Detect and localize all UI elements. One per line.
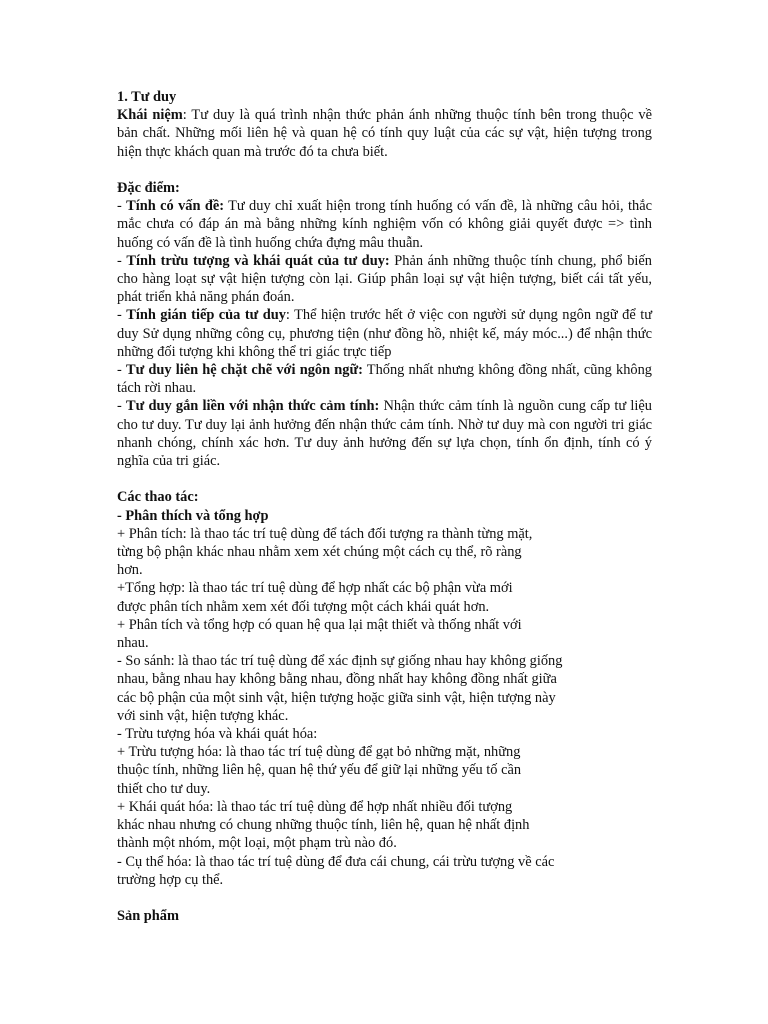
text-line: nhau, bằng nhau hay không bằng nhau, đồng nhất hay không đồng nhất giữa <box>117 671 557 688</box>
text-line: - Trừu tượng hóa và khái quát hóa: <box>117 726 318 743</box>
text-line: nhau. <box>117 635 149 652</box>
feature-text: Tư duy chỉ xuất hiện trong tính huống có vấn đề, là những câu hỏi, thắc mắc chưa có đáp án mà bằng những kính nghiệm vốn có không giải quyết được => tình huống có vấn đề là tình huống chứa đựng mâu thuẫn. <box>117 198 652 251</box>
text-line: với sinh vật, hiện tượng khác. <box>117 707 289 724</box>
text-line: thiết cho tư duy. <box>117 780 211 797</box>
text-line: từng bộ phận khác nhau nhằm xem xét chúng một cách cụ thể, rõ ràng <box>117 544 522 561</box>
products-heading: Sản phẩm <box>117 908 179 925</box>
text-line: + Phân tích và tổng hợp có quan hệ qua lại mật thiết và thống nhất với <box>117 616 522 633</box>
feature-item: - Tính gián tiếp của tư duy: Thể hiện trước hết ở việc con người sử dụng ngôn ngữ để tư duy Sử dụng những công cụ, phương tiện (như đồng hồ, nhiệt kế, máy móc...) để nhận thức những đối tượng khi không thể tri giác trực tiếp <box>117 307 653 360</box>
definition-paragraph <box>117 106 652 161</box>
text-line: - Cụ thể hóa: là thao tác trí tuệ dùng để đưa cái chung, cái trừu tượng về các <box>117 853 555 870</box>
feature-label: Tính trừu tượng và khái quát của tư duy: <box>126 252 390 269</box>
feature-item: - Tính trừu tượng và khái quát của tư duy: Phản ánh những thuộc tính chung, phổ biến cho hàng loạt sự vật hiện tượng còn lại. Giúp phân loại sự vật hiện tượng, biết cái tất yếu, phát triển khả năng phán đoán. <box>117 252 652 306</box>
text-line: các bộ phận của một sinh vật, hiện tượng hoặc giữa sinh vật, hiện tượng này <box>117 689 556 706</box>
operations-body <box>117 525 652 889</box>
feature-label: Tính gián tiếp của tư duy <box>126 307 286 324</box>
feature-text: Thống nhất nhưng không đồng nhất, cũng không tách rời nhau. <box>117 362 653 397</box>
feature-label: Tính có vấn đề: <box>126 198 224 215</box>
definition-text: : Tư duy là quá trình nhận thức phản ánh những thuộc tính bên trong thuộc về bản chất. Những mối liên hệ và quan hệ có tính quy luật của các sự vật, hiện tượng trong hiện thực khách quan mà trước đó ta chưa biết. <box>117 107 652 160</box>
spacer <box>117 889 652 907</box>
features-heading: Đặc điểm: <box>117 180 180 196</box>
spacer <box>117 161 652 179</box>
feature-label: Tư duy gắn liền với nhận thức cảm tính: <box>126 398 380 415</box>
feature-label: Tư duy liên hệ chặt chẽ với ngôn ngữ: <box>125 362 363 379</box>
text-line: trường hợp cụ thể. <box>117 871 224 888</box>
text-line: + Phân tích: là thao tác trí tuệ dùng để tách đối tượng ra thành từng mặt, <box>117 525 533 542</box>
document-page <box>117 88 652 925</box>
feature-text: Phản ánh những thuộc tính chung, phổ biến cho hàng loạt sự vật hiện tượng còn lại. Giúp phân loại sự vật hiện tượng, biết cái tất yếu, phát triển khả năng phán đoán. <box>117 252 652 306</box>
text-line: hơn. <box>117 562 143 579</box>
text-line: thuộc tính, những liên hệ, quan hệ thứ yếu để giữ lại những yếu tố cần <box>117 762 522 779</box>
text-line: +Tổng hợp: là thao tác trí tuệ dùng để hợp nhất các bộ phận vừa mới <box>117 580 513 597</box>
definition-label: Khái niệm <box>117 107 183 124</box>
feature-item: - Tư duy liên hệ chặt chẽ với ngôn ngữ: Thống nhất nhưng không đồng nhất, cũng không tách rời nhau. <box>117 362 653 397</box>
section-title: 1. Tư duy <box>117 89 177 105</box>
text-line: + Khái quát hóa: là thao tác trí tuệ dùng để hợp nhất nhiều đối tượng <box>117 798 513 815</box>
feature-text: : Thể hiện trước hết ở việc con người sử dụng ngôn ngữ để tư duy Sử dụng những công cụ, phương tiện (như đồng hồ, nhiệt kế, máy móc...) để nhận thức những đối tượng khi không thể tri giác trực tiếp <box>117 307 653 360</box>
text-line: - So sánh: là thao tác trí tuệ dùng để xác định sự giống nhau hay không giống <box>117 653 563 670</box>
text-line: thành một nhóm, một loại, một phạm trù nào đó. <box>117 835 397 852</box>
text-line: khác nhau nhưng có chung những thuộc tính, liên hệ, quan hệ nhất định <box>117 817 530 834</box>
feature-item: - Tính có vấn đề: Tư duy chỉ xuất hiện trong tính huống có vấn đề, là những câu hỏi, thắc mắc chưa có đáp án mà bằng những kính nghiệm vốn có không giải quyết được => tình huống có vấn đề là tình huống chứa đựng mâu thuẫn. <box>117 198 652 251</box>
text-line: được phân tích nhằm xem xét đối tượng một cách khái quát hơn. <box>117 598 490 615</box>
operations-heading: Các thao tác: <box>117 489 199 506</box>
operations-subheading: - Phân thích và tổng hợp <box>117 507 269 524</box>
text-line: + Trừu tượng hóa: là thao tác trí tuệ dùng để gạt bỏ những mặt, những <box>117 744 521 761</box>
feature-item: - Tư duy gắn liền với nhận thức cảm tính: Nhận thức cảm tính là nguồn cung cấp tư liệu cho tư duy. Tư duy lại ảnh hưởng đến nhận thức cảm tính. Nhờ tư duy mà con người tri giác nhanh chóng, chính xác hơn. Tư duy ảnh hưởng đến sự lựa chọn, tính ổn định, tính có ý nghĩa của tri giác. <box>117 398 652 470</box>
spacer <box>117 470 652 488</box>
feature-text: Nhận thức cảm tính là nguồn cung cấp tư liệu cho tư duy. Tư duy lại ảnh hưởng đến nhận thức cảm tính. Nhờ tư duy mà con người tri giác nhanh chóng, chính xác hơn. Tư duy ảnh hưởng đến sự lựa chọn, tính ổn định, tính có ý nghĩa của tri giác. <box>117 398 652 470</box>
